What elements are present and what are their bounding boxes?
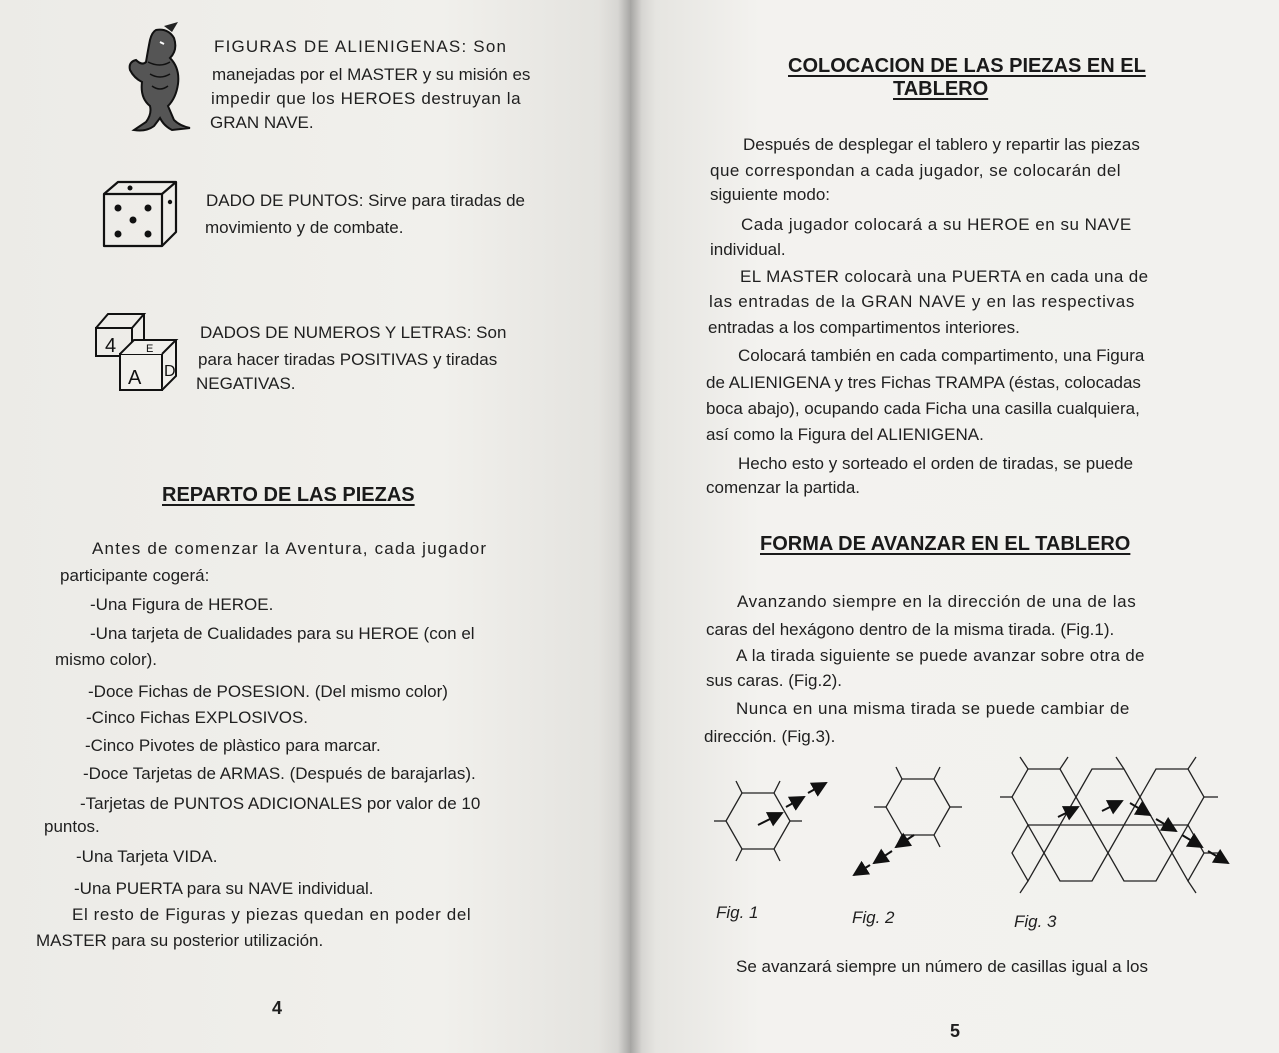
die-icon bbox=[100, 180, 182, 250]
heading-forma-avanzar: FORMA DE AVANZAR EN EL TABLERO bbox=[760, 533, 1131, 555]
body-line: -Una PUERTA para su NAVE individual. bbox=[74, 879, 374, 898]
section1-line: las entradas de la GRAN NAVE y en las respectivas bbox=[709, 292, 1136, 311]
section1-line: Hecho esto y sorteado el orden de tiradas, se puede bbox=[738, 454, 1134, 473]
fig1-label: Fig. 1 bbox=[716, 903, 759, 922]
fig3-hex-grid bbox=[1000, 757, 1218, 893]
section1-line: individual. bbox=[710, 240, 786, 259]
section2-line: sus caras. (Fig.2). bbox=[706, 671, 843, 690]
alien-desc-line: GRAN NAVE. bbox=[210, 113, 314, 132]
body-line: MASTER para su posterior utilización. bbox=[36, 931, 324, 950]
left-page bbox=[0, 0, 630, 1053]
letter-dice-desc-line: NEGATIVAS. bbox=[196, 374, 296, 393]
die-desc-line: movimiento y de combate. bbox=[205, 218, 404, 237]
section2-line: Avanzando siempre en la dirección de una de las bbox=[737, 592, 1137, 611]
alien-desc-line: FIGURAS DE ALIENIGENAS: Son bbox=[214, 37, 508, 56]
die-face-4: 4 bbox=[105, 335, 117, 357]
page-number: 4 bbox=[272, 998, 283, 1018]
section1-line: Colocará también en cada compartimento, una Figura bbox=[738, 346, 1145, 365]
letter-dice-icon bbox=[92, 310, 184, 394]
body-line: -Doce Fichas de POSESION. (Del mismo color) bbox=[88, 682, 448, 701]
last-line: Se avanzará siempre un número de casillas igual a los bbox=[736, 957, 1149, 976]
letter-dice-desc-line: para hacer tiradas POSITIVAS y tiradas bbox=[198, 350, 498, 369]
section1-line: siguiente modo: bbox=[710, 185, 831, 204]
section1-line: Cada jugador colocará a su HEROE en su NAVE bbox=[741, 215, 1132, 234]
body-line: participante cogerá: bbox=[60, 566, 210, 585]
heading-colocacion-line2: TABLERO bbox=[893, 78, 989, 100]
section1-line: boca abajo), ocupando cada Ficha una casilla cualquiera, bbox=[706, 399, 1140, 418]
alien-desc-line: impedir que los HEROES destruyan la bbox=[211, 89, 522, 108]
alien-desc-line: manejadas por el MASTER y su misión es bbox=[212, 65, 531, 84]
right-page bbox=[630, 0, 1279, 1053]
body-line: -Una tarjeta de Cualidades para su HEROE (con el bbox=[90, 624, 475, 643]
hex-movement-diagram bbox=[698, 755, 1238, 905]
fig1-arrows bbox=[758, 783, 826, 825]
book-gutter bbox=[618, 0, 642, 1053]
section2-line: Nunca en una misma tirada se puede cambiar de bbox=[736, 699, 1130, 718]
heading-colocacion: COLOCACION DE LAS PIEZAS EN EL bbox=[788, 55, 1146, 77]
section1-line: así como la Figura del ALIENIGENA. bbox=[706, 425, 984, 444]
die-face-a: A bbox=[128, 367, 142, 389]
page-number: 5 bbox=[950, 1021, 961, 1041]
section2-line: dirección. (Fig.3). bbox=[704, 727, 836, 746]
fig2-label: Fig. 2 bbox=[852, 908, 895, 927]
fig2-arrows bbox=[854, 835, 914, 875]
body-line: -Cinco Fichas EXPLOSIVOS. bbox=[86, 708, 309, 727]
section1-line: que correspondan a cada jugador, se colocarán del bbox=[710, 161, 1122, 180]
fig1-hexagon bbox=[714, 781, 802, 861]
section2-line: caras del hexágono dentro de la misma tirada. (Fig.1). bbox=[706, 620, 1115, 639]
section1-line: EL MASTER colocarà una PUERTA en cada una de bbox=[740, 267, 1149, 286]
body-line: mismo color). bbox=[55, 650, 158, 669]
section2-line: A la tirada siguiente se puede avanzar sobre otra de bbox=[736, 646, 1145, 665]
body-line: puntos. bbox=[44, 817, 100, 836]
body-line: -Una Tarjeta VIDA. bbox=[76, 847, 218, 866]
heading-reparto: REPARTO DE LAS PIEZAS bbox=[162, 484, 415, 506]
die-desc-line: DADO DE PUNTOS: Sirve para tiradas de bbox=[206, 191, 526, 210]
body-line: Antes de comenzar la Aventura, cada jugador bbox=[92, 539, 488, 558]
body-line: -Una Figura de HEROE. bbox=[90, 595, 274, 614]
body-line: -Tarjetas de PUNTOS ADICIONALES por valor de 10 bbox=[80, 794, 481, 813]
body-line: -Doce Tarjetas de ARMAS. (Después de barajarlas). bbox=[83, 764, 476, 783]
fig2-hexagon bbox=[874, 767, 962, 847]
section1-line: Después de desplegar el tablero y repartir las piezas bbox=[743, 135, 1140, 154]
section1-line: entradas a los compartimentos interiores. bbox=[708, 318, 1020, 337]
section1-line: comenzar la partida. bbox=[706, 478, 861, 497]
alien-figure-icon bbox=[120, 22, 200, 134]
fig3-label: Fig. 3 bbox=[1014, 912, 1057, 931]
body-line: El resto de Figuras y piezas quedan en poder del bbox=[72, 905, 472, 924]
die-face-d: D bbox=[164, 363, 176, 380]
die-face-e: E bbox=[146, 343, 154, 355]
letter-dice-desc-line: DADOS DE NUMEROS Y LETRAS: Son bbox=[200, 323, 507, 342]
body-line: -Cinco Pivotes de plàstico para marcar. bbox=[85, 736, 381, 755]
section1-line: de ALIENIGENA y tres Fichas TRAMPA (éstas, colocadas bbox=[706, 373, 1141, 392]
